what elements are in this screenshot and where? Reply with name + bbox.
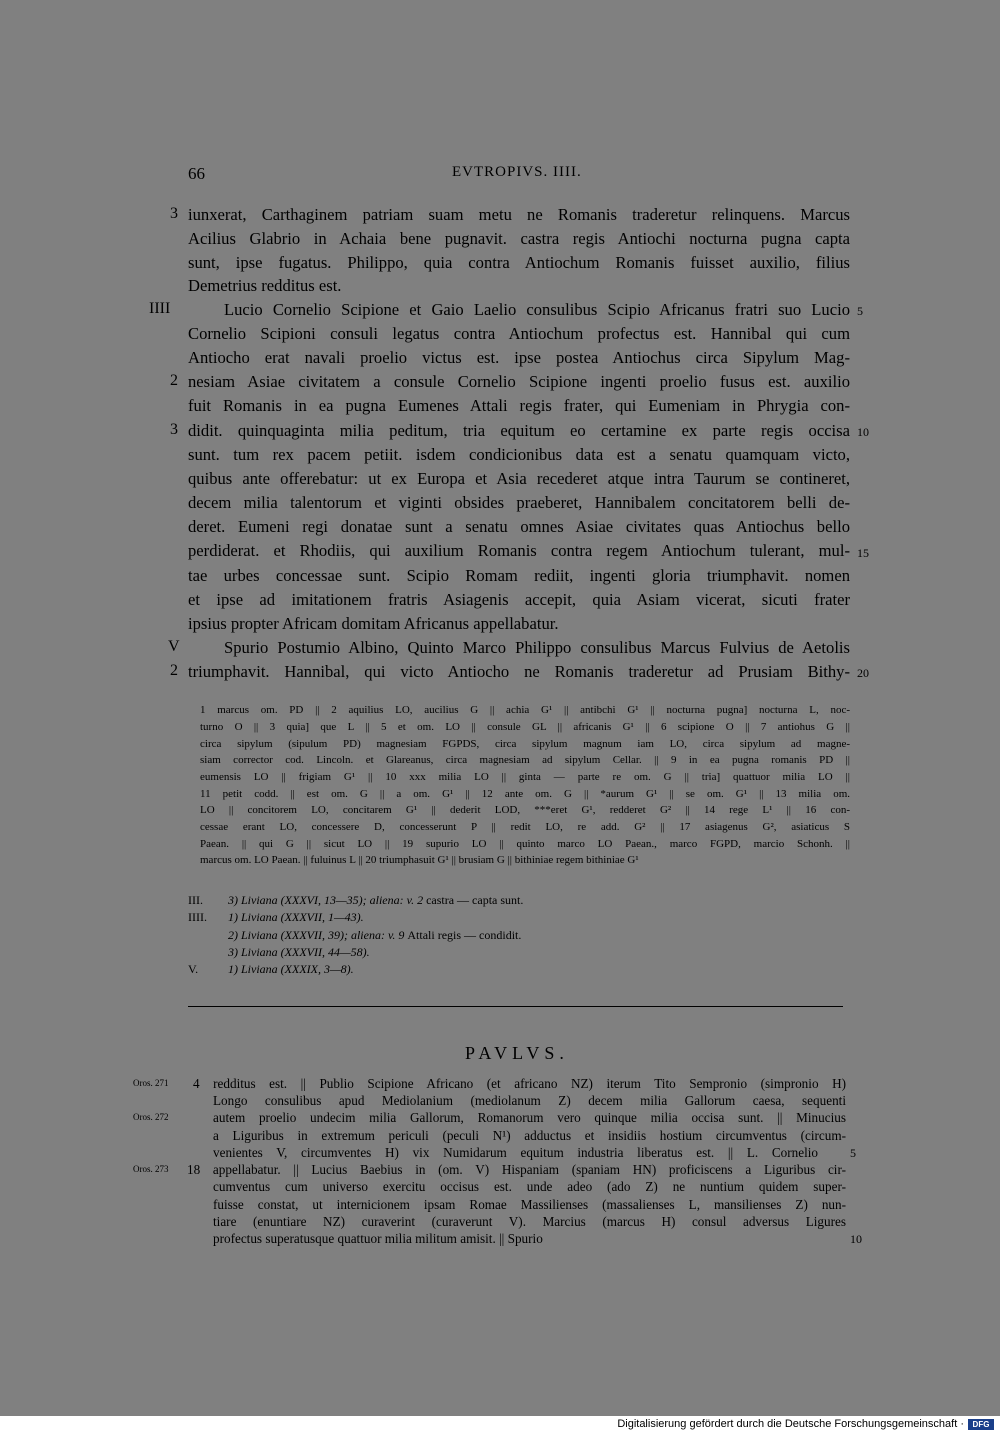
text-line: perdiderat. et Rhodiis, qui auxilium Romanis contra regem Antiochum tulerant, mul- <box>188 541 850 560</box>
text-line: sunt, ipse fugatus. Philippo, quia contra Antiochum Romanis fuisset auxilio, filius <box>188 253 850 272</box>
orosius-reference: Oros. 273 <box>133 1164 169 1174</box>
source-cite: 1) Liviana (XXXVII, 1—43). <box>228 910 364 924</box>
text-line: et ipse ad imitationem fratris Asiagenis accepit, quia Asiam vicerat, sicuti frater <box>188 590 850 609</box>
apparatus-line: eumensis LO || frigiam G¹ || 10 xxx milia LO || ginta — parte re om. G || tria] quattuor milia LO || <box>200 771 850 783</box>
text-line: tae urbes concessae sunt. Scipio Romam rediit, ingenti gloria triumphavit. nomen <box>188 566 850 585</box>
text-line: deret. Eumeni regi donatae sunt a senatu omnes Asiae civitates quas Antiochus bello <box>188 517 850 536</box>
section-number: 3 <box>170 421 178 438</box>
text-line: didit. quinquaginta milia peditum, tria equitum eo certamine ex parte regis occisa <box>188 421 850 440</box>
text-line: Spurio Postumio Albino, Quinto Marco Philippo consulibus Marcus Fulvius de Aetolis <box>224 638 850 657</box>
line-number: 5 <box>850 1146 856 1160</box>
paulus-heading: PAVLVS. <box>465 1043 569 1063</box>
footer-bar <box>0 1416 1000 1434</box>
text-line: Lucio Cornelio Scipione et Gaio Laelio consulibus Scipio Africanus fratri suo Lucio <box>224 300 850 319</box>
text-line: ipsius propter Africam domitam Africanus appellabatur. <box>188 614 559 633</box>
text-line: fuit Romanis in ea pugna Eumenes Attali regis frater, qui Eumeniam in Phrygia con- <box>188 396 850 415</box>
chapter-number: IIII <box>149 300 171 317</box>
paulus-line: autem proelio undecim milia Gallorum, Romanorum vero quinque milia occisa sunt. || Minucius <box>213 1110 846 1125</box>
separator-rule <box>188 1006 843 1007</box>
text-line: Cornelio Scipioni consuli legatus contra Antiochum profectus est. Hannibal qui cum <box>188 324 850 343</box>
source-label: III. <box>188 893 203 907</box>
section-number: 3 <box>170 205 178 222</box>
apparatus-line: 11 petit codd. || est om. G || a om. G¹ || 12 ante om. G || *aurum G¹ || se om. G¹ || 13 milia om. <box>200 788 850 800</box>
paulus-line: cumventus cum universo exercitu occisus est. unde adeo (ado Z) ne nuntium quidem super- <box>213 1179 846 1194</box>
apparatus-line: circa sipylum (sipulum PD) magnesiam FGPDS, circa sipylum magnum iam LO, circa sipylum ad magne- <box>200 738 850 750</box>
apparatus-line: siam corrector cod. Lincoln. et Glareanus, circa magnesiam ad sipylum Cellar. || 9 in ea pugna romanis PD || <box>200 754 850 766</box>
text-line: sunt. tum rex pacem petiit. isdem condicionibus data est a senatu quamquam victo, <box>188 445 850 464</box>
apparatus-line: LO || concitorem LO, concitarem G¹ || dederit LOD, ***eret G¹, redderet G² || 14 rege L¹ || 16 con- <box>200 804 850 816</box>
paulus-line: fuisse constat, ut internicionem ipsam Romae Massilienses (massalienses L, mansilienses Z) nun- <box>213 1197 846 1212</box>
source-cite: 1) Liviana (XXXIX, 3—8). <box>228 962 354 976</box>
paulus-line: tiare (enuntiare NZ) curaverint (curaverunt V). Marcius (marcus H) consul adversus Ligures <box>213 1214 846 1229</box>
source-text: castra — capta sunt. <box>426 893 524 907</box>
page-number: 66 <box>188 164 205 183</box>
text-line: Antiocho erat navali proelio victus est. ipse postea Antiochus circa Sipylum Mag- <box>188 348 850 367</box>
source-note <box>228 893 523 908</box>
source-note <box>228 928 521 943</box>
text-line: nesiam Asiae civitatem a consule Cornelio Scipione ingenti proelio fusus est. auxilio <box>188 372 850 391</box>
line-number: 20 <box>857 666 869 680</box>
line-number: 5 <box>857 304 863 318</box>
source-label: IIII. <box>188 910 207 924</box>
source-cite: 3) Liviana (XXXVI, 13—35); aliena: v. 2 <box>228 893 424 907</box>
source-note <box>228 910 364 925</box>
orosius-reference: Oros. 271 <box>133 1078 169 1088</box>
text-line: Demetrius redditus est. <box>188 276 342 295</box>
text-line: decem milia talentorum et viginti obsides praeberet, Hannibalem concitatorem belli de- <box>188 493 850 512</box>
text-line: iunxerat, Carthaginem patriam suam metu ne Romanis traderetur relinquens. Marcus <box>188 205 850 224</box>
paulus-line: profectus superatusque quattuor milia militum amisit. || Spurio <box>213 1231 543 1246</box>
source-label: V. <box>188 962 199 976</box>
text-line: Acilius Glabrio in Achaia bene pugnavit. castra regis Antiochi nocturna pugna capta <box>188 229 850 248</box>
apparatus-line: cessae erant LO, concessere D, concesserunt P || redit LO, re add. G² || 17 asiagenus G², asiaticus S <box>200 821 850 833</box>
paulus-line: venientes V, circumventes H) vix Numidarum equitum industria liberatus est. || L. Cornelio <box>213 1145 818 1160</box>
source-note <box>228 962 354 977</box>
apparatus-line: 1 marcus om. PD || 2 aquilius LO, aucilius G || achia G¹ || antibchi G¹ || nocturna pugna] nocturna L, noc- <box>200 704 850 716</box>
source-cite: 3) Liviana (XXXVII, 44—58). <box>228 945 370 959</box>
running-head: EVTROPIVS. IIII. <box>452 164 582 180</box>
section-number: 2 <box>170 662 178 679</box>
text-line: triumphavit. Hannibal, qui victo Antiocho ne Romanis traderetur ad Prusiam Bithy- <box>188 662 850 681</box>
apparatus-line: Paean. || qui G || sicut LO || 19 supurio LO || quinto marco LO Paean., marco FGPD, marcio Schonh. || <box>200 838 850 850</box>
paulus-line: a Liguribus in extremum periculi (peculi N¹) adductus et insidiis hostium circumventus (circum- <box>213 1128 846 1143</box>
paulus-line: 18 appellabatur. || Lucius Baebius in (om. V) Hispaniam (spaniam HN) proficiscens a Liguribus cir- <box>187 1162 846 1177</box>
source-note <box>228 945 370 960</box>
orosius-reference: Oros. 272 <box>133 1112 169 1122</box>
source-text: Attali regis — condidit. <box>407 928 522 942</box>
paulus-line: Longo consulibus apud Mediolanium (mediolanum Z) decem milia Gallorum caesa, sequenti <box>213 1093 846 1108</box>
footer-text: Digitalisierung gefördert durch die Deutsche Forschungsgemeinschaft · <box>617 1418 964 1430</box>
dfg-logo-icon: DFG <box>968 1419 994 1430</box>
line-number: 15 <box>857 546 869 560</box>
paulus-line: 4 redditus est. || Publio Scipione Africano (et africano NZ) iterum Tito Sempronio (simpronio H) <box>193 1076 846 1091</box>
section-number: 2 <box>170 372 178 389</box>
line-number: 10 <box>850 1232 862 1246</box>
apparatus-line: marcus om. LO Paean. || fuluinus L || 20 triumphasuit G¹ || brusiam G || bithiniae regem bithiniae G¹ <box>200 854 639 866</box>
chapter-number: V <box>168 638 180 655</box>
source-cite: 2) Liviana (XXXVII, 39); aliena: v. 9 <box>228 928 405 942</box>
apparatus-line: turno O || 3 quia] que L || 5 et om. LO || consule GL || africanis G¹ || 6 scipione O || 7 antiohus G || <box>200 721 850 733</box>
line-number: 10 <box>857 425 869 439</box>
text-line: quibus ante offerebatur: ut ex Europa et Asia recederet atque intra Taurum se contineret, <box>188 469 850 488</box>
